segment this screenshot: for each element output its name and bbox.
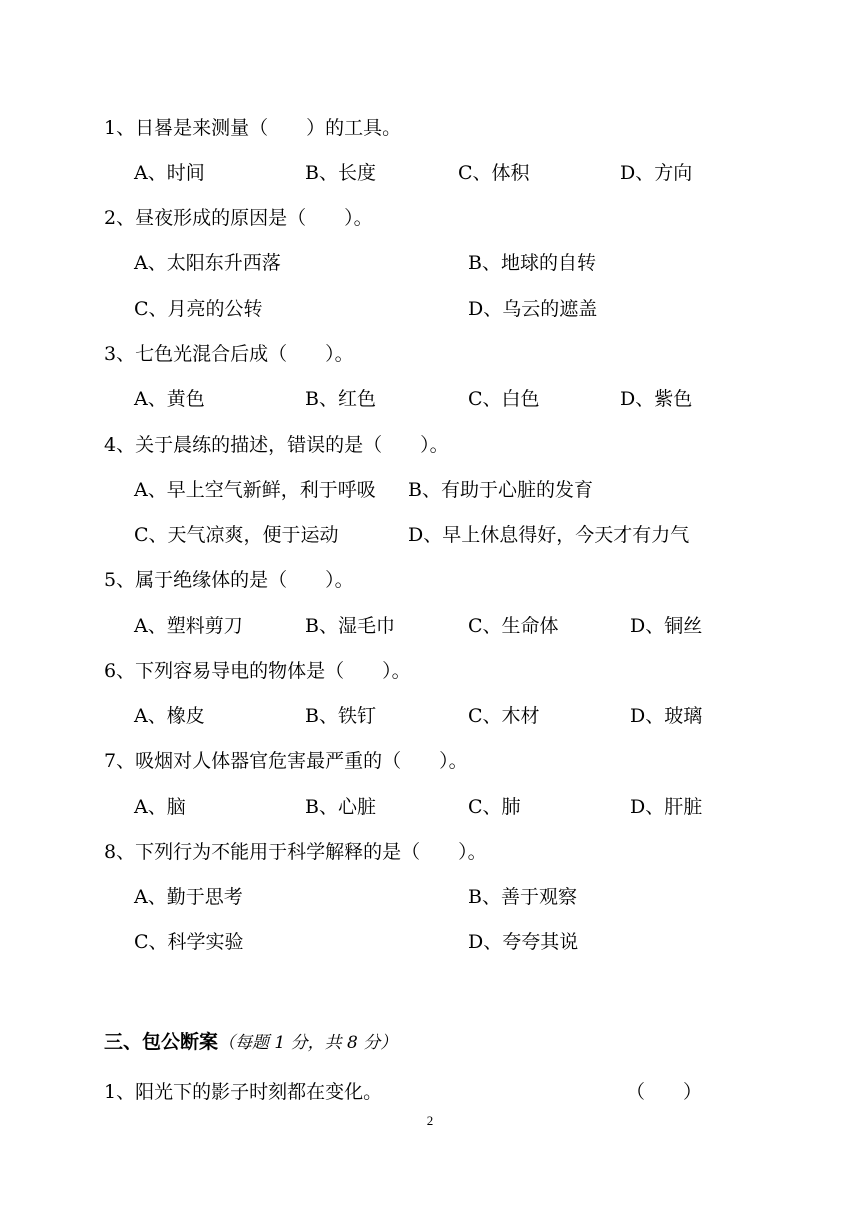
section-3-heading	[104, 1030, 397, 1055]
q6-option-d: D、玻璃	[630, 705, 703, 727]
judge-item-1: 1、阳光下的影子时刻都在变化。	[104, 1081, 383, 1103]
q5-option-c: C、生命体	[468, 615, 559, 637]
q7-option-c: C、肺	[468, 796, 521, 818]
q8-option-d: D、夸夸其说	[468, 931, 579, 953]
page-number: 2	[426, 1113, 434, 1128]
q7-option-b: B、心脏	[305, 796, 376, 818]
q4-option-c: C、天气凉爽，便于运动	[134, 524, 339, 546]
q3-option-d: D、紫色	[620, 388, 693, 410]
q2-option-b: B、地球的自转	[468, 252, 596, 274]
q7-option-d: D、肝脏	[630, 796, 703, 818]
q1-option-b: B、长度	[305, 162, 376, 184]
q5-option-d: D、铜丝	[630, 615, 703, 637]
q2-option-a: A、太阳东升西落	[134, 252, 281, 274]
q6-option-b: B、铁钉	[305, 705, 376, 727]
q4-option-d: D、早上休息得好，今天才有力气	[408, 524, 690, 546]
section-3-score-note: （每题 1 分，共 8 分）	[218, 1033, 398, 1053]
question-4: 4、关于晨练的描述，错误的是（ ）。	[104, 434, 449, 456]
q5-option-a: A、塑料剪刀	[134, 615, 243, 637]
q3-option-b: B、红色	[305, 388, 376, 410]
q5-option-b: B、湿毛巾	[305, 615, 395, 637]
q7-option-a: A、脑	[134, 796, 186, 818]
q4-option-a: A、早上空气新鲜，利于呼吸	[134, 479, 376, 501]
section-3-title: 三、包公断案	[104, 1031, 219, 1053]
question-3: 3、七色光混合后成（ ）。	[104, 343, 354, 365]
q1-option-d: D、方向	[620, 162, 693, 184]
question-5: 5、属于绝缘体的是（ ）。	[104, 569, 354, 591]
q8-option-c: C、科学实验	[134, 931, 244, 953]
judge-item-1-answer-paren: （ ）	[625, 1081, 702, 1103]
question-1: 1、日晷是来测量（ ）的工具。	[104, 117, 402, 139]
q8-option-a: A、勤于思考	[134, 886, 243, 908]
q2-option-d: D、乌云的遮盖	[468, 298, 598, 320]
q3-option-c: C、白色	[468, 388, 540, 410]
q1-option-a: A、时间	[134, 162, 205, 184]
q8-option-b: B、善于观察	[468, 886, 577, 908]
q3-option-a: A、黄色	[134, 388, 205, 410]
q4-option-b: B、有助于心脏的发育	[408, 479, 593, 501]
question-2: 2、昼夜形成的原因是（ ）。	[104, 207, 373, 229]
question-7: 7、吸烟对人体器官危害最严重的（ ）。	[104, 750, 468, 772]
question-6: 6、下列容易导电的物体是（ ）。	[104, 660, 411, 682]
q2-option-c: C、月亮的公转	[134, 298, 263, 320]
question-8: 8、下列行为不能用于科学解释的是（ ）。	[104, 841, 487, 863]
q6-option-a: A、橡皮	[134, 705, 205, 727]
q1-option-c: C、体积	[458, 162, 530, 184]
q6-option-c: C、木材	[468, 705, 540, 727]
